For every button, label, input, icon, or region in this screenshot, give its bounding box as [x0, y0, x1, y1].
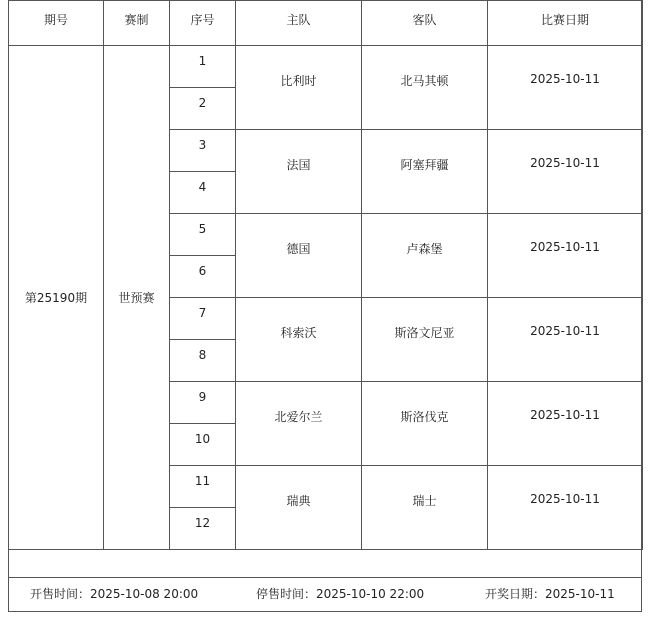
header-format: 赛制	[104, 1, 170, 46]
issue-cell: 第25190期	[9, 46, 104, 550]
match-date-cell: 2025-10-11	[488, 46, 643, 130]
sale-start-time: 开售时间：2025-10-08 20:00	[30, 587, 199, 601]
seq-cell: 2	[170, 88, 236, 130]
seq-cell: 5	[170, 214, 236, 256]
away-team-cell: 北马其顿	[362, 46, 488, 130]
header-away: 客队	[362, 1, 488, 46]
sale-stop-time: 停售时间：2025-10-10 22:00	[256, 587, 425, 601]
table-row	[9, 46, 643, 88]
seq-cell: 1	[170, 46, 236, 88]
away-team-cell: 阿塞拜疆	[362, 130, 488, 214]
header-issue: 期号	[9, 1, 104, 46]
blank-row	[8, 548, 642, 578]
away-team-cell: 卢森堡	[362, 214, 488, 298]
seq-cell: 12	[170, 508, 236, 550]
match-date-cell: 2025-10-11	[488, 298, 643, 382]
schedule-table	[8, 0, 643, 550]
draw-date: 开奖日期：2025-10-11	[485, 587, 615, 601]
home-team-cell: 科索沃	[236, 298, 362, 382]
seq-cell: 10	[170, 424, 236, 466]
footer	[8, 578, 642, 608]
match-date-cell: 2025-10-11	[488, 130, 643, 214]
header-seq: 序号	[170, 1, 236, 46]
format-cell: 世预赛	[104, 46, 170, 550]
seq-cell: 8	[170, 340, 236, 382]
seq-cell: 11	[170, 466, 236, 508]
seq-cell: 3	[170, 130, 236, 172]
seq-cell: 4	[170, 172, 236, 214]
home-team-cell: 德国	[236, 214, 362, 298]
seq-cell: 6	[170, 256, 236, 298]
home-team-cell: 比利时	[236, 46, 362, 130]
header-row	[9, 1, 643, 46]
away-team-cell: 斯洛伐克	[362, 382, 488, 466]
match-date-cell: 2025-10-11	[488, 214, 643, 298]
away-team-cell: 斯洛文尼亚	[362, 298, 488, 382]
away-team-cell: 瑞士	[362, 466, 488, 550]
header-date: 比赛日期	[488, 1, 643, 46]
home-team-cell: 法国	[236, 130, 362, 214]
match-date-cell: 2025-10-11	[488, 466, 643, 550]
header-home: 主队	[236, 1, 362, 46]
home-team-cell: 北爱尔兰	[236, 382, 362, 466]
match-date-cell: 2025-10-11	[488, 382, 643, 466]
home-team-cell: 瑞典	[236, 466, 362, 550]
seq-cell: 7	[170, 298, 236, 340]
seq-cell: 9	[170, 382, 236, 424]
